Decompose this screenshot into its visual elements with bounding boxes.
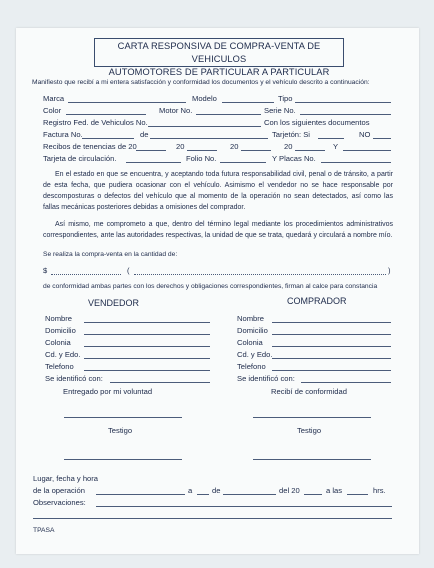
comprador-label-cd-edo: Cd. y Edo. <box>237 350 273 359</box>
vendedor-label-telefono: Telefono <box>45 362 74 371</box>
vendedor-label-nombre: Nombre <box>45 314 73 323</box>
label-con-documentos: Con los siguientes documentos <box>264 118 370 127</box>
label-factura: Factura No. <box>43 130 83 139</box>
field-tarjeton-si[interactable] <box>318 138 344 139</box>
vendedor-testigo-line[interactable] <box>64 459 182 460</box>
vendedor-label-cd-edo: Cd. y Edo. <box>45 350 81 359</box>
comprador-label-nombre: Nombre <box>237 314 265 323</box>
label-placas: Y Placas No. <box>272 154 316 163</box>
field-tenencia-3[interactable] <box>241 150 271 151</box>
vendedor-firma-label: Entregado por mi voluntad <box>63 387 153 396</box>
vendedor-firma-line[interactable] <box>64 417 182 418</box>
footer-field-dia[interactable] <box>197 494 209 495</box>
vendedor-field-nombre[interactable] <box>84 322 210 323</box>
label-color: Color <box>43 106 62 115</box>
vendedor-field-identifico[interactable] <box>110 382 210 383</box>
footer-label-a-las: a las <box>326 486 343 495</box>
paragraph-responsabilidad: En el estado en que se encuentra, y aceptando toda futura responsabilidad civil, penal o de tránsito, a partir de esta fecha, que pudiera ocasionar con el vehículo. Asimismo el vendedor no se hace responsable por descomposturas o defectos del vehículo que al momento de la operación no sean detectados, así como las fallas mecánicas posteriores debidas a omisiones del comprador. <box>43 171 393 211</box>
field-factura-de[interactable] <box>150 138 268 139</box>
form-title-line1: CARTA RESPONSIVA DE COMPRA-VENTA DE VEHICULOS <box>117 41 321 64</box>
comprador-field-colonia[interactable] <box>272 346 391 347</box>
label-motor: Motor No. <box>159 106 193 115</box>
comprador-testigo-label: Testigo <box>297 426 322 435</box>
field-color[interactable] <box>66 114 146 115</box>
comprador-field-nombre[interactable] <box>272 322 391 323</box>
field-placas[interactable] <box>321 162 391 163</box>
comprador-firma-label: Recibí de conformidad <box>271 387 347 396</box>
field-tarjeta[interactable] <box>126 162 181 163</box>
label-recibos: Recibos de tenencias de 20 <box>43 142 137 151</box>
label-tipo: Tipo <box>278 94 293 103</box>
label-dollar: $ <box>43 266 48 275</box>
label-y: Y <box>333 142 339 151</box>
vendedor-label-domicilio: Domicilio <box>45 326 76 335</box>
comprador-label-identifico: Se identificó con: <box>237 374 295 383</box>
field-motor[interactable] <box>196 114 261 115</box>
footer-field-observaciones[interactable] <box>96 506 392 507</box>
label-modelo: Modelo <box>192 94 217 103</box>
label-year-a: 20 <box>176 142 185 151</box>
footer-label-del20: del 20 <box>279 486 300 495</box>
label-registro: Registro Fed. de Vehiculos No. <box>43 118 148 127</box>
field-tarjeton-no[interactable] <box>373 138 391 139</box>
label-marca: Marca <box>43 94 65 103</box>
comprador-field-telefono[interactable] <box>272 370 391 371</box>
field-cantidad-numero[interactable] <box>51 274 121 275</box>
field-tipo[interactable] <box>295 102 391 103</box>
vendedor-label-identifico: Se identificó con: <box>45 374 103 383</box>
field-tenencia-5[interactable] <box>343 150 391 151</box>
comprador-firma-line[interactable] <box>253 417 371 418</box>
comprador-label-telefono: Telefono <box>237 362 266 371</box>
footer-field-observaciones-2[interactable] <box>33 518 392 519</box>
form-title <box>94 38 344 77</box>
field-modelo[interactable] <box>222 102 274 103</box>
vendedor-testigo-label: Testigo <box>108 426 133 435</box>
comprador-testigo-line[interactable] <box>253 459 371 460</box>
footer-field-hora[interactable] <box>347 494 368 495</box>
conformidad-text: de conformidad ambas partes con los derechos y obligaciones correspondientes, firman al calce para constancia <box>43 283 378 290</box>
footer-operacion-label: de la operación <box>33 486 85 495</box>
footer-label-hrs: hrs. <box>373 486 386 495</box>
comprador-heading: COMPRADOR <box>287 296 347 306</box>
field-marca[interactable] <box>68 102 186 103</box>
vendedor-field-telefono[interactable] <box>84 370 210 371</box>
label-de: de <box>140 130 149 139</box>
comprador-label-colonia: Colonia <box>237 338 263 347</box>
field-folio[interactable] <box>220 162 266 163</box>
label-serie: Serie No. <box>264 106 296 115</box>
vendedor-heading: VENDEDOR <box>88 298 140 308</box>
label-folio: Folio No. <box>186 154 217 163</box>
label-year-c: 20 <box>284 142 293 151</box>
footer-label-de: de <box>212 486 221 495</box>
vendedor-field-colonia[interactable] <box>84 346 210 347</box>
comprador-field-domicilio[interactable] <box>272 334 391 335</box>
footer-field-anio[interactable] <box>304 494 322 495</box>
label-tarjeta: Tarjeta de circulación. <box>43 154 117 163</box>
vendedor-field-cd-edo[interactable] <box>84 358 210 359</box>
label-year-b: 20 <box>230 142 239 151</box>
field-cantidad-letra[interactable] <box>134 274 386 275</box>
field-factura[interactable] <box>82 138 134 139</box>
comprador-field-identifico[interactable] <box>301 382 391 383</box>
label-paren-open: ( <box>127 266 130 275</box>
footer-label-a: a <box>188 486 193 495</box>
paragraph-compromiso: Así mismo, me comprometo a que, dentro del término legal mediante los procedimientos administrativos correspondientes, ante las autoridades respectivas, la unidad de que se trata, quedará y circulará a nombre mío. <box>43 221 393 239</box>
intro-text: Manifiesto que recibí a mi entera satisfacción y conformidad los documentos y el vehículo descrito a continuación: <box>32 79 370 86</box>
comprador-field-cd-edo[interactable] <box>272 358 391 359</box>
comprador-label-domicilio: Domicilio <box>237 326 268 335</box>
footer-lugar-label: Lugar, fecha y hora <box>33 474 99 483</box>
field-registro[interactable] <box>148 126 261 127</box>
label-tarjeton-no: NO <box>359 130 371 139</box>
label-tarjeton-si: Tarjetón: Si <box>272 130 310 139</box>
field-tenencia-2[interactable] <box>187 150 217 151</box>
field-serie[interactable] <box>300 114 391 115</box>
vendedor-label-colonia: Colonia <box>45 338 71 347</box>
footer-observaciones-label: Observaciones: <box>33 498 86 507</box>
label-paren-close: ) <box>388 266 391 275</box>
vendedor-field-domicilio[interactable] <box>84 334 210 335</box>
field-tenencia-4[interactable] <box>295 150 325 151</box>
footer-brand: TPASA <box>33 527 55 534</box>
footer-field-lugar[interactable] <box>96 494 185 495</box>
footer-field-mes[interactable] <box>223 494 276 495</box>
form-sheet <box>16 28 419 554</box>
field-tenencia-1[interactable] <box>136 150 166 151</box>
label-cantidad: Se realiza la compra-venta en la cantidad de: <box>43 251 178 258</box>
form-title-line2: AUTOMOTORES DE PARTICULAR A PARTICULAR <box>108 67 330 77</box>
